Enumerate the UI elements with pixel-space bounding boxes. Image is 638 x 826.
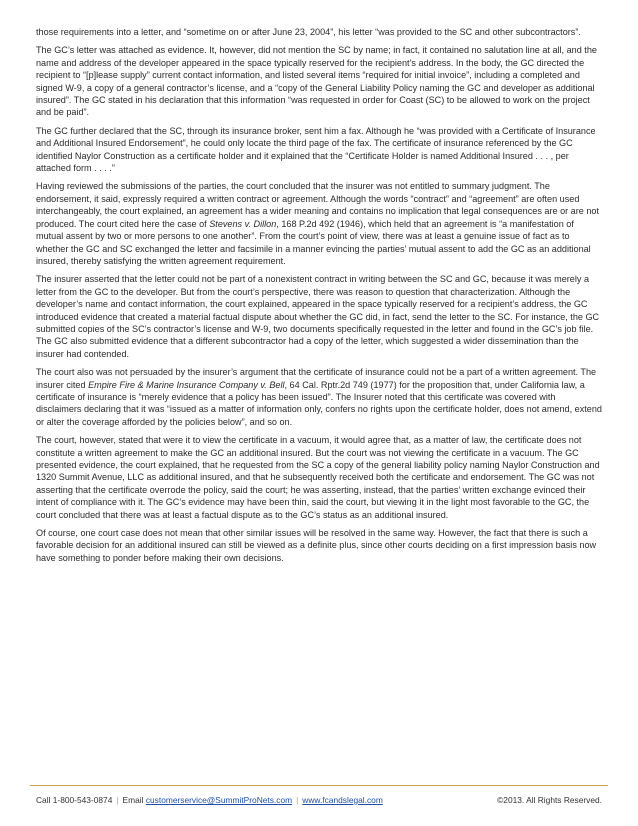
footer-divider	[30, 785, 608, 786]
page-footer	[36, 795, 602, 805]
footer-email-link[interactable]: customerservice@SummitProNets.com	[145, 795, 293, 805]
paragraph-text: The court, however, stated that were it to view the certificate in a vacuum, it would agree that, as a matter of law, the certificate does not constitute a written agreement to make the GC an additional insured. But the court was not viewing the certificate in a vacuum. The GC presented evidence, the court explained, that he requested from the SC a copy of the general liability policy naming Naylor Construction and 1320 Summit Avenue, LLC as additional insured, and that he subsequently received both the certificate and endorsement. The GC was not asserting that the certificate overrode the policy, said the court; he was asserting, instead, that the parties’ written exchange evinced their intent of compliance with it. The GC’s evidence may have been thin, said the court, but viewing it in the light most favorable to the GC, the court concluded that there was at least a factual dispute as to the GC’s status as an additional insured.	[36, 435, 600, 520]
article-paragraph	[36, 26, 602, 38]
article-body	[36, 26, 602, 570]
case-citation: Stevens v. Dillon	[209, 218, 277, 229]
paragraph-text: The GC’s letter was attached as evidence. It, however, did not mention the SC by name; in fact, it contained no salutation line at all, and the name and address of the developer appeared in the space typically reserved for the recipient’s address. In the body, the GC directed the recipient to “[p]lease supply” current contact information, and listed several items “required for initial invoice”, including a completed and signed W-9, a copy of a general contractor’s license, and a “copy of the General Liability Policy naming the GC and developer as additional insured”. The GC stated in his declaration that this information “was requested in order for Coast (SC) to be allowed to work on the project and be paid”.	[36, 45, 597, 118]
footer-phone: Call 1-800-543-0874	[36, 795, 113, 805]
case-citation: Empire Fire & Marine Insurance Company v. Bell	[88, 379, 285, 390]
article-paragraph	[36, 273, 602, 360]
article-paragraph	[36, 180, 602, 267]
paragraph-text: Having reviewed the submissions of the parties, the court concluded that the insurer was not entitled to summary judgment. The endorsement, it said, expressly required a written contract or agreement. Although the words “contract” and “agreement” are often used interchangeably, the court explained, an agreement has a wider meaning and contains no implication that legal consequences are or are not produced. The court cited here the case of	[36, 181, 599, 229]
paragraph-text: , 64 Cal. Rptr.2d 749 (1977) for the proposition that, under California law, a certificate of insurance is “merely evidence that a policy has been issued”. The Insurer noted that this certificate was covered with disclaimers declaring that it was “issued as a matter of information only, confers no rights upon the certificate holder, does not amend, extend or alter the coverage afforded by the policies below”, and so on.	[36, 379, 602, 427]
article-paragraph	[36, 527, 602, 564]
paragraph-text: those requirements into a letter, and “sometime on or after June 23, 2004”, his letter “was provided to the SC and other subcontractors”.	[36, 27, 581, 37]
footer-copyright: ©2013. All Rights Reserved.	[497, 795, 602, 805]
footer-website-link[interactable]: www.fcandslegal.com	[302, 795, 383, 805]
article-paragraph	[36, 434, 602, 521]
footer-separator: |	[116, 795, 119, 805]
article-paragraph	[36, 44, 602, 118]
footer-separator: |	[296, 795, 299, 805]
paragraph-text: The court also was not persuaded by the insurer’s argument that the certificate of insurance could not be a part of a written agreement. The insurer cited	[36, 367, 597, 390]
footer-email-label: Email	[122, 795, 144, 805]
paragraph-text: Of course, one court case does not mean that other similar issues will be resolved in the same way. However, the fact that there is such a favorable decision for an additional insured can still be viewed as a definite plus, since other courts deciding on a first impression basis now have something to ponder before making their own decisions.	[36, 528, 597, 563]
paragraph-text: , 168 P.2d 492 (1946), which held that an agreement is “a manifestation of mutual assent by two or more persons to one another”. From the court’s point of view, there was at least a genuine issue of fact as to whether the GC and SC exchanged the letter and facsimile in a manner evincing the parties’ mutual assent to add the GC as an additional insured, thereby satisfying the written agreement requirement.	[36, 218, 591, 266]
article-paragraph	[36, 366, 602, 428]
paragraph-text: The insurer asserted that the letter could not be part of a nonexistent contract in writing between the SC and GC, because it was merely a letter from the GC to the developer. But from the court’s perspective, there was reason to question that characterization. Although the developer’s name and contact information, the court explained, appeared in the space typically reserved for a recipient’s address, the GC introduced evidence that created a material factual dispute about whether the GC did, in fact, send the letter to the SC. For instance, the GC submitted copies of the SC’s contractor’s license and W-9, two documents specifically requested in the letter and found in the GC’s job file. The GC also submitted evidence that a different subcontractor had a copy of the letter, which suggested a wider dissemination than the insurer had contended.	[36, 274, 600, 359]
paragraph-text: The GC further declared that the SC, through its insurance broker, sent him a fax. Although he “was provided with a Certificate of Insurance and Additional Insured Endorsement”, he could only locate the third page of the fax. The certificate of insurance referenced by the GC identified Naylor Construction as a certificate holder and it explained that the “Certificate Holder is named Additional Insured . . . , per attached form . . . .”	[36, 125, 596, 174]
article-paragraph	[36, 125, 602, 175]
